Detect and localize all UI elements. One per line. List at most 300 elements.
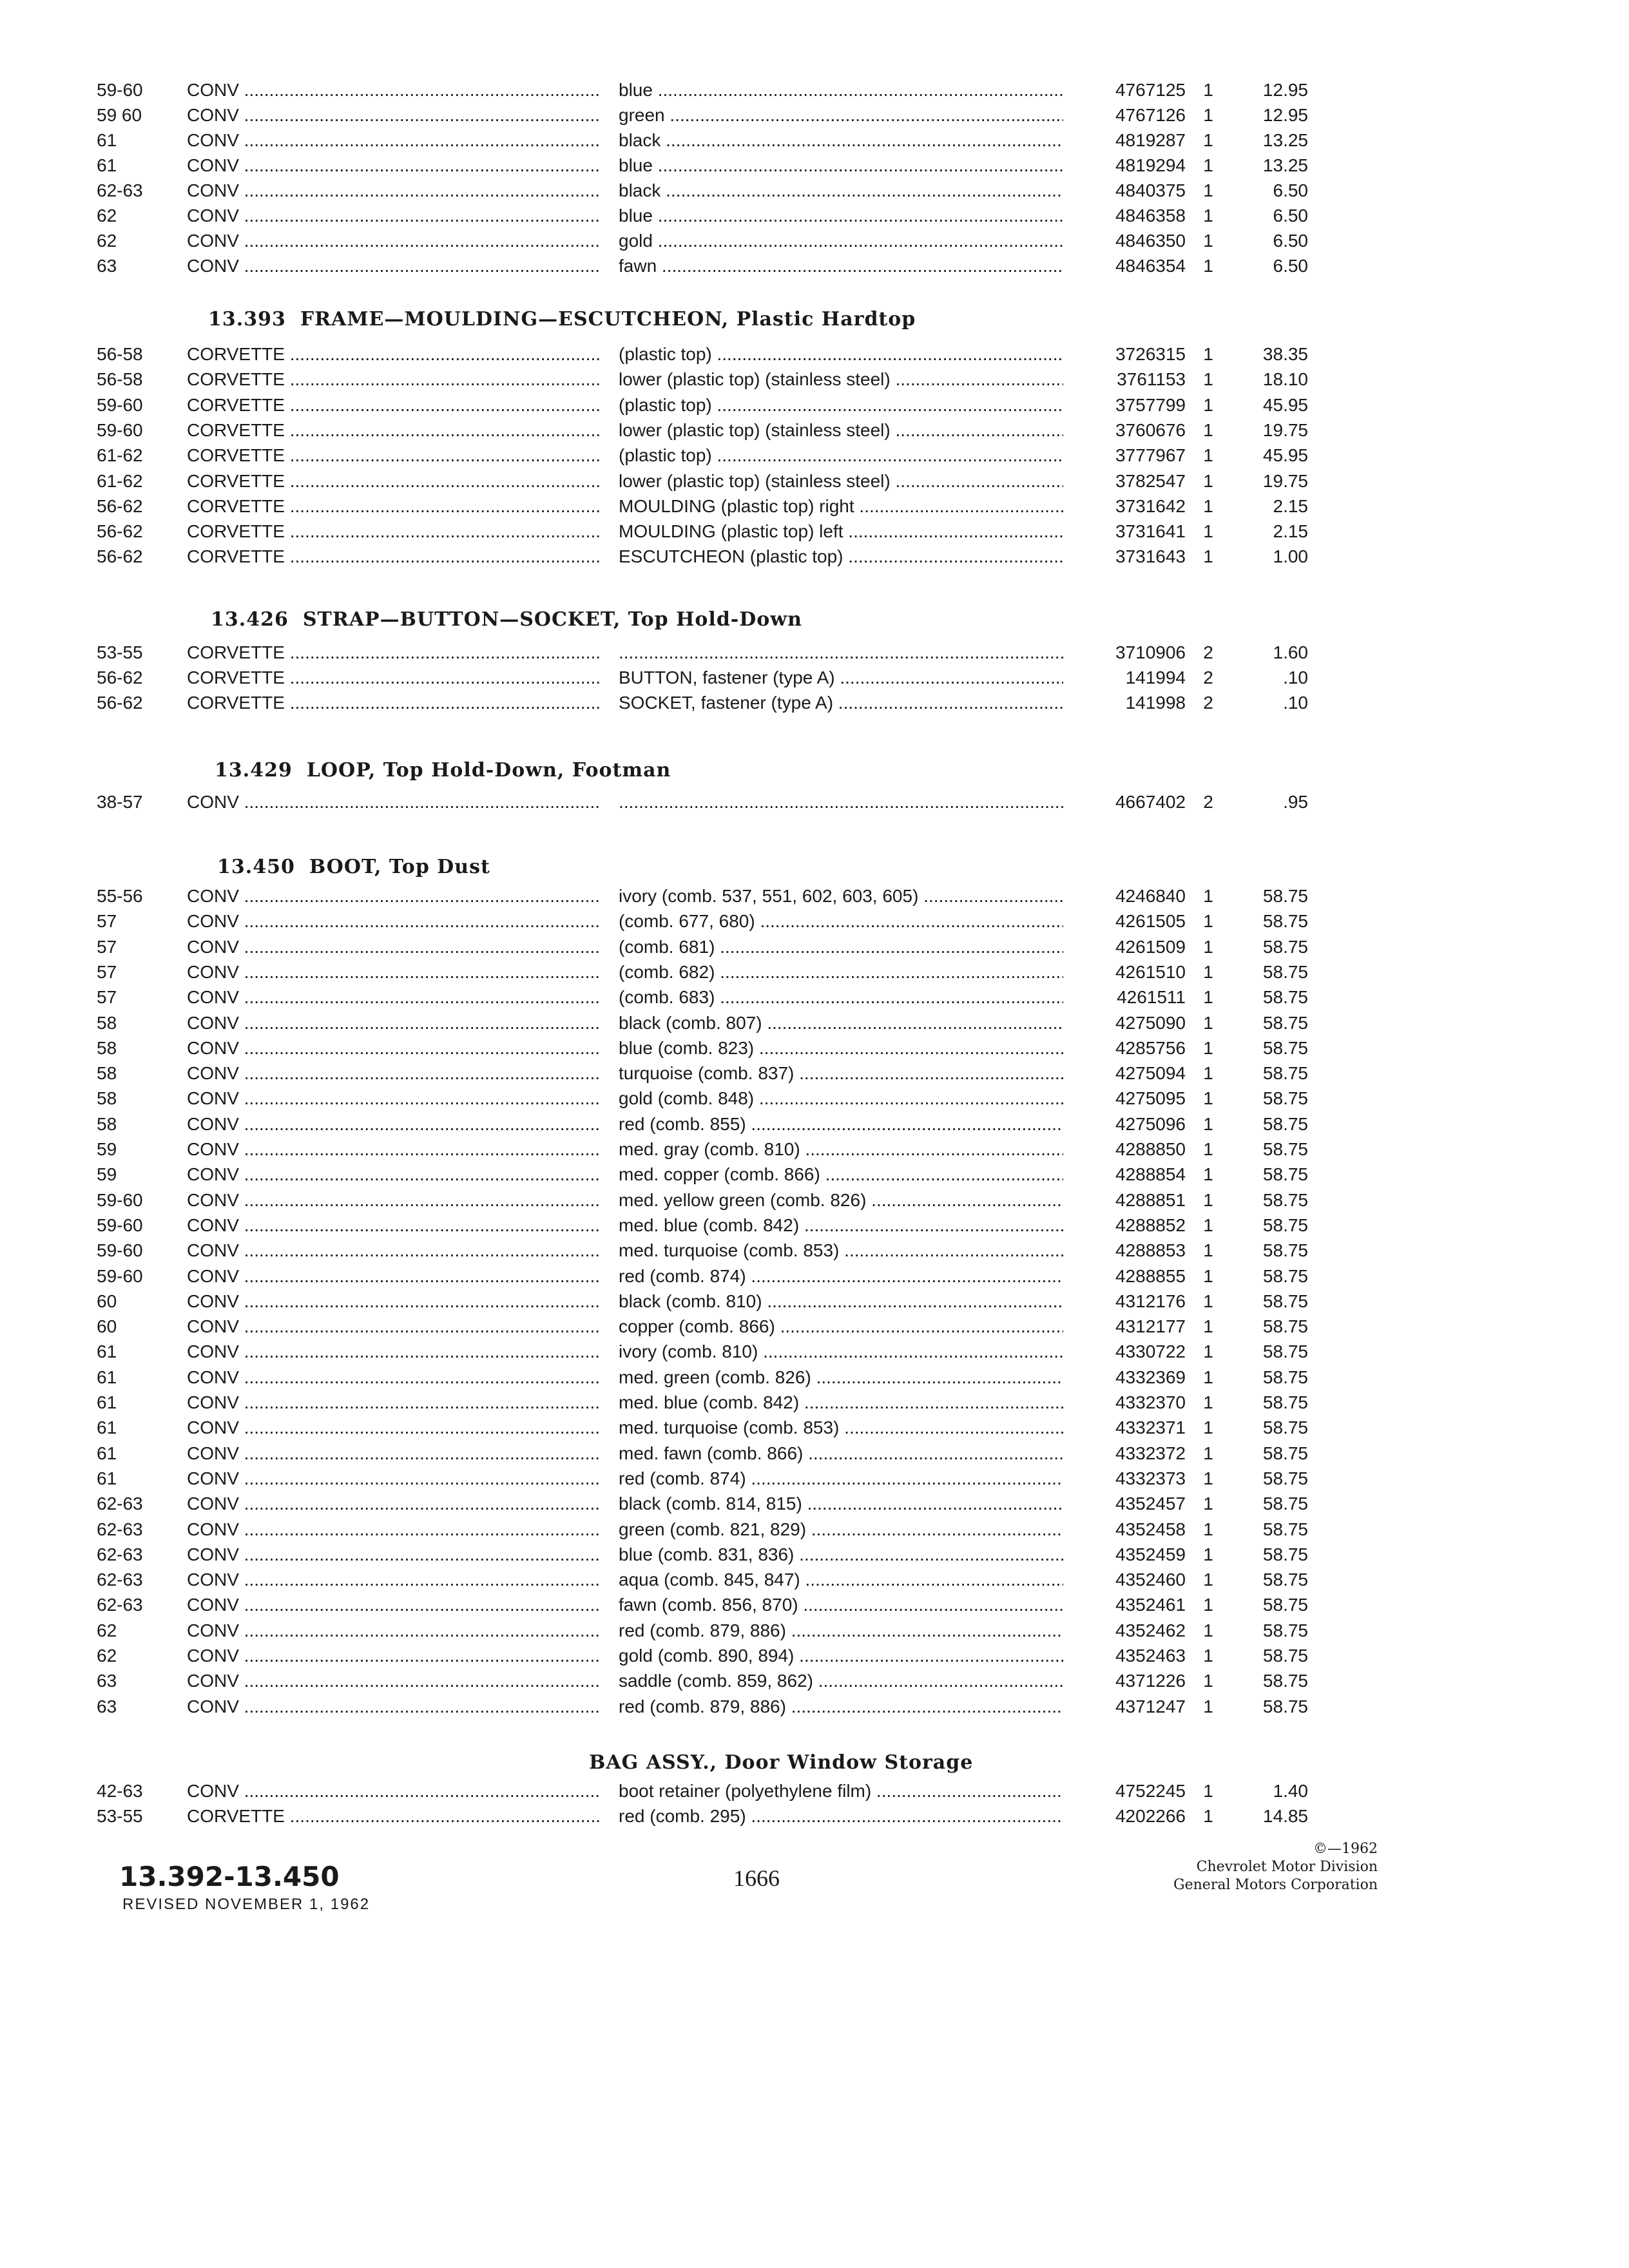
year-range: 53-55 (97, 1806, 143, 1826)
price: 58.75 (1262, 1443, 1308, 1463)
quantity: 1 (1203, 1265, 1213, 1286)
description: gold ..... (619, 228, 1063, 254)
section-title: STRAP—BUTTON—SOCKET, Top Hold-Down (302, 608, 802, 631)
table-row (0, 883, 1629, 909)
part-number: 4202266 (1115, 1806, 1186, 1826)
quantity: 1 (1203, 1544, 1213, 1564)
table-row (0, 1086, 1629, 1111)
quantity: 2 (1203, 668, 1213, 687)
table-row (0, 985, 1629, 1010)
year-range: 58 (97, 1113, 117, 1134)
model-name: CONV ..... (187, 1592, 599, 1618)
model-name: CONV ..... (187, 1339, 599, 1365)
description (619, 789, 1063, 815)
quantity: 1 (1203, 206, 1213, 226)
description: (comb. 682) ..... (619, 959, 1063, 985)
price: 58.75 (1262, 1341, 1308, 1362)
price: .10 (1283, 668, 1308, 687)
table-row (0, 1441, 1629, 1466)
table-row (0, 1542, 1629, 1568)
year-range: 61 (97, 1418, 117, 1438)
footer-section-range: 13.392-13.450 (119, 1861, 340, 1892)
year-range: 61 (97, 1392, 117, 1412)
copyright: ©—1962 (1313, 1841, 1378, 1857)
quantity: 1 (1203, 936, 1213, 957)
quantity: 2 (1203, 642, 1213, 662)
table-row (0, 1365, 1629, 1390)
quantity: 1 (1203, 1671, 1213, 1691)
model-name: CONV ..... (187, 228, 599, 254)
quantity: 1 (1203, 911, 1213, 932)
part-number: 3760676 (1115, 419, 1186, 440)
part-number: 4285756 (1115, 1037, 1186, 1058)
part-number: 3757799 (1115, 394, 1186, 415)
table-row (0, 1567, 1629, 1593)
part-number: 4667402 (1115, 792, 1186, 812)
quantity: 1 (1203, 1806, 1213, 1826)
price: 13.25 (1262, 130, 1308, 150)
part-number: 4767126 (1115, 105, 1186, 125)
model-name: CORVETTE ..... (187, 418, 599, 443)
year-range: 63 (97, 256, 117, 276)
description: lower (plastic top) (stainless steel) ..... (619, 418, 1063, 443)
price: 58.75 (1262, 1620, 1308, 1640)
price: 58.75 (1262, 1240, 1308, 1261)
description: lower (plastic top) (stainless steel) ..... (619, 367, 1063, 392)
quantity: 1 (1203, 1696, 1213, 1716)
table-row (0, 519, 1629, 544)
description: SOCKET, fastener (type A) ..... (619, 690, 1063, 716)
year-range: 56-62 (97, 693, 143, 713)
part-number: 4275094 (1115, 1063, 1186, 1084)
quantity: 1 (1203, 1037, 1213, 1058)
part-number: 4332372 (1115, 1443, 1186, 1463)
section-title: FRAME—MOULDING—ESCUTCHEON, Plastic Hardtop (300, 308, 916, 331)
model-name: CORVETTE ..... (187, 665, 599, 691)
table-row (0, 690, 1629, 716)
part-number: 4840375 (1115, 180, 1186, 200)
quantity: 1 (1203, 1063, 1213, 1084)
price: 58.75 (1262, 1139, 1308, 1159)
model-name: CONV ..... (187, 1111, 599, 1137)
quantity: 1 (1203, 419, 1213, 440)
description (619, 640, 1063, 666)
price: 18.10 (1262, 369, 1308, 390)
table-row (0, 1491, 1629, 1517)
year-range: 56-62 (97, 521, 143, 542)
description: red (comb. 874) ..... (619, 1466, 1063, 1492)
part-number: 4261511 (1117, 987, 1186, 1008)
quantity: 1 (1203, 1215, 1213, 1235)
quantity: 1 (1203, 1443, 1213, 1463)
table-row (0, 1803, 1629, 1829)
quantity: 1 (1203, 1113, 1213, 1134)
description: fawn (comb. 856, 870) ..... (619, 1592, 1063, 1618)
price: 58.75 (1262, 936, 1308, 957)
year-range: 62-63 (97, 180, 143, 200)
part-number: 4288851 (1115, 1189, 1186, 1210)
part-number: 4767125 (1115, 80, 1186, 100)
year-range: 61 (97, 1341, 117, 1362)
price: 13.25 (1262, 155, 1308, 175)
year-range: 53-55 (97, 642, 143, 662)
year-range: 57 (97, 961, 117, 982)
year-range: 59-60 (97, 394, 143, 415)
quantity: 1 (1203, 495, 1213, 516)
quantity: 1 (1203, 546, 1213, 567)
year-range: 59-60 (97, 1215, 143, 1235)
quantity: 1 (1203, 1646, 1213, 1666)
year-range: 60 (97, 1316, 117, 1337)
part-number: 4312176 (1115, 1291, 1186, 1311)
part-number: 4352459 (1115, 1544, 1186, 1564)
footer-revised-date: REVISED NOVEMBER 1, 1962 (122, 1896, 371, 1913)
model-name: CONV ..... (187, 1314, 599, 1340)
quantity: 1 (1203, 1570, 1213, 1590)
model-name: CONV ..... (187, 1517, 599, 1542)
description: turquoise (comb. 837) ..... (619, 1061, 1063, 1086)
year-range: 62-63 (97, 1494, 143, 1514)
price: 58.75 (1262, 1215, 1308, 1235)
part-number: 4352458 (1115, 1519, 1186, 1539)
description: fawn ..... (619, 253, 1063, 279)
page-number: 1666 (733, 1865, 780, 1891)
model-name: CONV ..... (187, 934, 599, 960)
model-name: CORVETTE ..... (187, 519, 599, 544)
price: 58.75 (1262, 1468, 1308, 1488)
price: 58.75 (1262, 1696, 1308, 1716)
description: ivory (comb. 810) ..... (619, 1339, 1063, 1365)
model-name: CORVETTE ..... (187, 392, 599, 418)
description: red (comb. 295) ..... (619, 1803, 1063, 1829)
quantity: 1 (1203, 1494, 1213, 1514)
model-name: CONV ..... (187, 1415, 599, 1441)
description: boot retainer (polyethylene film) ..... (619, 1778, 1063, 1804)
year-range: 61 (97, 155, 117, 175)
model-name: CONV ..... (187, 1441, 599, 1466)
table-row (0, 789, 1629, 815)
description: blue (comb. 831, 836) ..... (619, 1542, 1063, 1568)
quantity: 1 (1203, 344, 1213, 364)
price: 58.75 (1262, 886, 1308, 906)
model-name: CONV ..... (187, 1035, 599, 1061)
price: .95 (1283, 792, 1308, 812)
year-range: 61 (97, 130, 117, 150)
description: BUTTON, fastener (type A) ..... (619, 665, 1063, 691)
part-number: 4819294 (1115, 155, 1186, 175)
description: red (comb. 855) ..... (619, 1111, 1063, 1137)
price: 58.75 (1262, 1671, 1308, 1691)
price: 58.75 (1262, 961, 1308, 982)
quantity: 1 (1203, 1164, 1213, 1185)
quantity: 1 (1203, 1088, 1213, 1109)
part-number: 4261505 (1115, 911, 1186, 932)
part-number: 4261510 (1115, 961, 1186, 982)
year-range: 62-63 (97, 1519, 143, 1539)
model-name: CORVETTE ..... (187, 544, 599, 570)
price: 58.75 (1262, 987, 1308, 1008)
price: 58.75 (1262, 1063, 1308, 1084)
table-row (0, 153, 1629, 178)
quantity: 1 (1203, 394, 1213, 415)
price: 19.75 (1262, 419, 1308, 440)
table-row (0, 1289, 1629, 1314)
description: med. turquoise (comb. 853) ..... (619, 1238, 1063, 1264)
section-heading (217, 856, 490, 878)
year-range: 56-62 (97, 495, 143, 516)
part-number: 4288852 (1115, 1215, 1186, 1235)
part-number: 4846354 (1115, 256, 1186, 276)
part-number: 4371247 (1115, 1696, 1186, 1716)
description: MOULDING (plastic top) right ..... (619, 494, 1063, 519)
quantity: 1 (1203, 886, 1213, 906)
year-range: 38-57 (97, 792, 143, 812)
price: 58.75 (1262, 1595, 1308, 1615)
description: (comb. 681) ..... (619, 934, 1063, 960)
part-number: 4332373 (1115, 1468, 1186, 1488)
section-number: 13.426 (211, 608, 289, 631)
description: red (comb. 879, 886) ..... (619, 1694, 1063, 1720)
table-row (0, 1264, 1629, 1289)
description: blue ..... (619, 77, 1063, 103)
model-name: CONV ..... (187, 1238, 599, 1264)
model-name: CORVETTE ..... (187, 443, 599, 468)
table-row (0, 128, 1629, 153)
model-name: CORVETTE ..... (187, 640, 599, 666)
model-name: CONV ..... (187, 1264, 599, 1289)
year-range: 63 (97, 1696, 117, 1716)
description: green (comb. 821, 829) ..... (619, 1517, 1063, 1542)
description: med. fawn (comb. 866) ..... (619, 1441, 1063, 1466)
price: 58.75 (1262, 1316, 1308, 1337)
quantity: 1 (1203, 1189, 1213, 1210)
table-row (0, 1592, 1629, 1618)
price: 58.75 (1262, 1544, 1308, 1564)
model-name: CONV ..... (187, 253, 599, 279)
price: 58.75 (1262, 1012, 1308, 1033)
copyright-block (1173, 1840, 1378, 1894)
year-range: 61 (97, 1367, 117, 1387)
section-heading (215, 759, 671, 782)
part-number: 4352457 (1115, 1494, 1186, 1514)
model-name: CONV ..... (187, 1162, 599, 1187)
model-name: CONV ..... (187, 178, 599, 204)
description: black (comb. 814, 815) ..... (619, 1491, 1063, 1517)
model-name: CONV ..... (187, 789, 599, 815)
table-row (0, 1466, 1629, 1492)
description: (plastic top) ..... (619, 392, 1063, 418)
description: red (comb. 874) ..... (619, 1264, 1063, 1289)
model-name: CONV ..... (187, 102, 599, 128)
price: 58.75 (1262, 911, 1308, 932)
table-row (0, 934, 1629, 960)
quantity: 1 (1203, 1341, 1213, 1362)
description: (plastic top) ..... (619, 341, 1063, 367)
quantity: 1 (1203, 987, 1213, 1008)
quantity: 1 (1203, 521, 1213, 542)
model-name: CORVETTE ..... (187, 341, 599, 367)
part-number: 4352462 (1115, 1620, 1186, 1640)
price: 58.75 (1262, 1113, 1308, 1134)
section-title: BOOT, Top Dust (309, 856, 490, 878)
model-name: CONV ..... (187, 1010, 599, 1036)
table-row (0, 468, 1629, 494)
section-number: 13.393 (208, 308, 286, 331)
model-name: CONV ..... (187, 1618, 599, 1644)
description: lower (plastic top) (stainless steel) ..... (619, 468, 1063, 494)
description: gold (comb. 890, 894) ..... (619, 1643, 1063, 1669)
price: 58.75 (1262, 1392, 1308, 1412)
quantity: 1 (1203, 1519, 1213, 1539)
table-row (0, 1187, 1629, 1213)
description: med. gray (comb. 810) ..... (619, 1137, 1063, 1162)
model-name: CONV ..... (187, 1643, 599, 1669)
year-range: 59-60 (97, 1265, 143, 1286)
price: 58.75 (1262, 1189, 1308, 1210)
model-name: CONV ..... (187, 985, 599, 1010)
quantity: 1 (1203, 1392, 1213, 1412)
price: 58.75 (1262, 1088, 1308, 1109)
model-name: CORVETTE ..... (187, 367, 599, 392)
table-row (0, 1517, 1629, 1542)
part-number: 4846350 (1115, 231, 1186, 251)
table-row (0, 1111, 1629, 1137)
part-number: 4275096 (1115, 1113, 1186, 1134)
model-name: CONV ..... (187, 1187, 599, 1213)
section-title: LOOP, Top Hold-Down, Footman (306, 759, 671, 782)
quantity: 1 (1203, 130, 1213, 150)
table-row (0, 443, 1629, 468)
table-row (0, 1618, 1629, 1644)
part-number: 4371226 (1115, 1671, 1186, 1691)
table-row (0, 228, 1629, 254)
year-range: 62-63 (97, 1595, 143, 1615)
quantity: 1 (1203, 155, 1213, 175)
quantity: 1 (1203, 961, 1213, 982)
model-name: CONV ..... (187, 1086, 599, 1111)
price: 45.95 (1262, 394, 1308, 415)
part-number: 4261509 (1115, 936, 1186, 957)
model-name: CONV ..... (187, 1694, 599, 1720)
quantity: 1 (1203, 1595, 1213, 1615)
quantity: 1 (1203, 369, 1213, 390)
price: 2.15 (1273, 521, 1308, 542)
quantity: 1 (1203, 1240, 1213, 1261)
part-number: 4846358 (1115, 206, 1186, 226)
table-row (0, 959, 1629, 985)
price: 6.50 (1273, 231, 1308, 251)
part-number: 3782547 (1115, 470, 1186, 491)
table-row (0, 253, 1629, 279)
year-range: 58 (97, 1012, 117, 1033)
price: 6.50 (1273, 206, 1308, 226)
part-number: 4332370 (1115, 1392, 1186, 1412)
description: green ..... (619, 102, 1063, 128)
quantity: 1 (1203, 445, 1213, 466)
quantity: 1 (1203, 1620, 1213, 1640)
price: 58.75 (1262, 1037, 1308, 1058)
table-row (0, 1643, 1629, 1669)
part-number: 4288855 (1115, 1265, 1186, 1286)
description: blue ..... (619, 153, 1063, 178)
table-row (0, 1339, 1629, 1365)
price: 58.75 (1262, 1367, 1308, 1387)
part-number: 3731643 (1115, 546, 1186, 567)
section-heading (211, 608, 802, 631)
model-name: CONV ..... (187, 1491, 599, 1517)
year-range: 58 (97, 1088, 117, 1109)
table-row (0, 1213, 1629, 1238)
table-row (0, 392, 1629, 418)
year-range: 57 (97, 987, 117, 1008)
model-name: CONV ..... (187, 908, 599, 934)
model-name: CORVETTE ..... (187, 1803, 599, 1829)
description: ESCUTCHEON (plastic top) ..... (619, 544, 1063, 570)
year-range: 62 (97, 1646, 117, 1666)
price: 1.40 (1273, 1781, 1308, 1801)
quantity: 1 (1203, 1418, 1213, 1438)
price: 38.35 (1262, 344, 1308, 364)
year-range: 62 (97, 1620, 117, 1640)
model-name: CONV ..... (187, 1390, 599, 1416)
quantity: 2 (1203, 792, 1213, 812)
year-range: 62-63 (97, 1544, 143, 1564)
price: 12.95 (1262, 80, 1308, 100)
year-range: 56-62 (97, 668, 143, 687)
year-range: 59-60 (97, 1189, 143, 1210)
quantity: 1 (1203, 1316, 1213, 1337)
price: 6.50 (1273, 180, 1308, 200)
model-name: CONV ..... (187, 1668, 599, 1694)
year-range: 61-62 (97, 445, 143, 466)
quantity: 1 (1203, 1291, 1213, 1311)
table-row (0, 1668, 1629, 1694)
part-number: 4332371 (1115, 1418, 1186, 1438)
price: 1.60 (1273, 642, 1308, 662)
year-range: 61-62 (97, 470, 143, 491)
model-name: CORVETTE ..... (187, 468, 599, 494)
year-range: 59 (97, 1139, 117, 1159)
model-name: CONV ..... (187, 883, 599, 909)
part-number: 4352460 (1115, 1570, 1186, 1590)
part-number: 4752245 (1115, 1781, 1186, 1801)
year-range: 62-63 (97, 1570, 143, 1590)
quantity: 1 (1203, 470, 1213, 491)
description: red (comb. 879, 886) ..... (619, 1618, 1063, 1644)
part-number: 4332369 (1115, 1367, 1186, 1387)
part-number: 4288853 (1115, 1240, 1186, 1261)
year-range: 56-62 (97, 546, 143, 567)
description: ivory (comb. 537, 551, 602, 603, 605) ..... (619, 883, 1063, 909)
year-range: 59 60 (97, 105, 142, 125)
description: blue ..... (619, 203, 1063, 229)
model-name: CONV ..... (187, 1061, 599, 1086)
year-range: 55-56 (97, 886, 143, 906)
description: (comb. 677, 680) ..... (619, 908, 1063, 934)
description: (plastic top) ..... (619, 443, 1063, 468)
year-range: 59-60 (97, 80, 143, 100)
description: black (comb. 807) ..... (619, 1010, 1063, 1036)
description: MOULDING (plastic top) left ..... (619, 519, 1063, 544)
table-row (0, 203, 1629, 229)
corporation: General Motors Corporation (1173, 1877, 1378, 1893)
quantity: 1 (1203, 1139, 1213, 1159)
quantity: 1 (1203, 80, 1213, 100)
table-row (0, 102, 1629, 128)
table-row (0, 1061, 1629, 1086)
table-row (0, 418, 1629, 443)
model-name: CORVETTE ..... (187, 690, 599, 716)
